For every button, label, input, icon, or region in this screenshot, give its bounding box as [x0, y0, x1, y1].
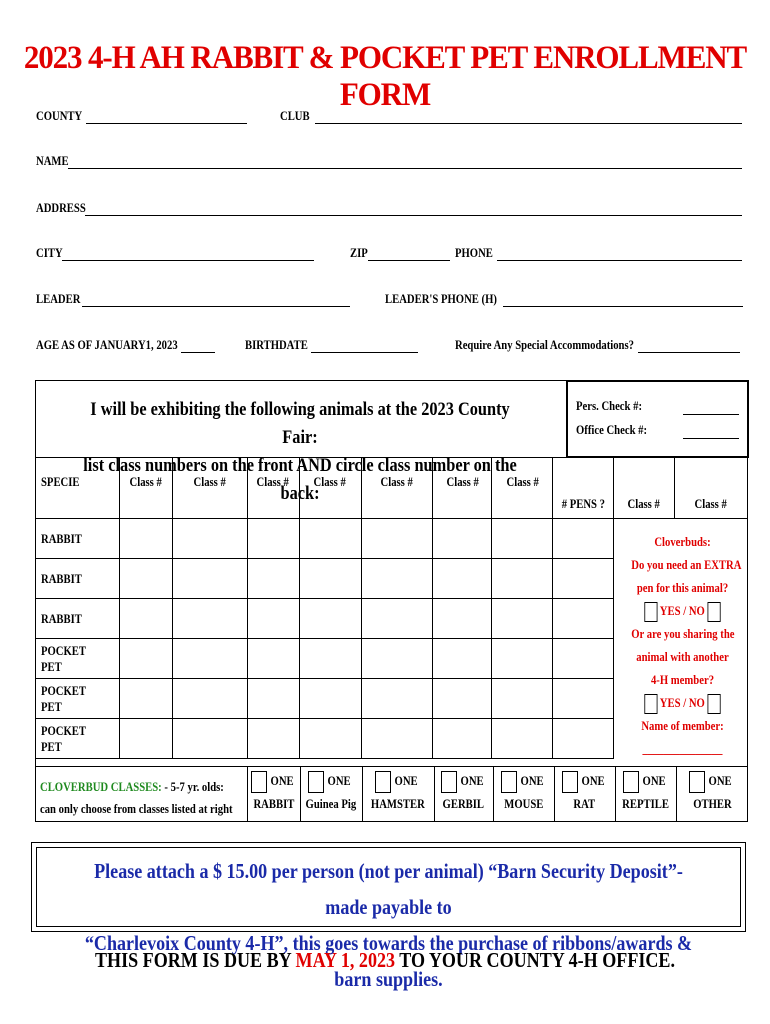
divider [247, 766, 248, 822]
cloverbuds-q2a: Or are you sharing the [631, 626, 735, 642]
cloverbud-classes-label: CLOVERBUD CLASSES: - 5-7 yr. olds: can only choose from classes listed at right [40, 779, 233, 816]
class-cell[interactable] [172, 639, 247, 679]
class-cell[interactable] [433, 639, 492, 679]
county-field[interactable] [86, 123, 247, 124]
class-cell[interactable] [361, 719, 433, 759]
cloverbud-option-mouse[interactable]: ONE MOUSE [493, 770, 554, 815]
class-cell[interactable] [119, 599, 172, 639]
class-header: Class # [172, 458, 247, 519]
phone-label: PHONE [455, 245, 493, 260]
divider [434, 766, 435, 822]
class-header: Class # [361, 458, 433, 519]
class-header: Class # [247, 458, 299, 519]
intro-line-1: I will be exhibiting the following animals at the 2023 County Fair: [90, 399, 510, 448]
accommodations-label: Require Any Special Accommodations? [455, 337, 634, 352]
divider [676, 766, 677, 822]
pens-cell[interactable] [553, 559, 614, 599]
class-cell[interactable] [433, 719, 492, 759]
leader-label: LEADER [36, 291, 81, 306]
cloverbud-classes-row [35, 766, 748, 822]
pens-header: # PENS ? [553, 458, 614, 519]
club-label: CLUB [280, 108, 310, 123]
class-cell[interactable] [119, 519, 172, 559]
class-cell[interactable] [299, 519, 361, 559]
notice-line-2: “Charlevoix County 4-H”, this goes towards the purchase of ribbons/awards & barn supplies. [84, 931, 693, 991]
row-label: RABBIT [36, 559, 120, 599]
divider [493, 766, 494, 822]
divider [554, 766, 555, 822]
class-cell[interactable] [119, 559, 172, 599]
birthdate-field[interactable] [311, 352, 418, 353]
yes-no-label: YES / NO [659, 603, 705, 618]
pens-cell[interactable] [553, 679, 614, 719]
row-label: POCKET PET [36, 719, 120, 759]
class-cell[interactable] [492, 599, 553, 639]
class-cell[interactable] [361, 679, 433, 719]
class-cell[interactable] [433, 679, 492, 719]
due-date-text: THIS FORM IS DUE BY MAY 1, 2023 TO YOUR COUNTY 4-H OFFICE. [94, 948, 675, 972]
class-cell[interactable] [361, 599, 433, 639]
class-cell[interactable] [172, 519, 247, 559]
class-cell[interactable] [361, 639, 433, 679]
cloverbuds-q1b: pen for this animal? [636, 580, 729, 595]
cloverbud-option-rabbit[interactable]: ONE RABBIT [247, 770, 300, 815]
yes-checkbox[interactable] [644, 694, 657, 714]
leader-phone-label: LEADER'S PHONE (H) [385, 291, 497, 306]
divider [362, 766, 363, 822]
county-label: COUNTY [36, 108, 83, 123]
cloverbud-option-other[interactable]: ONE OTHER [676, 770, 748, 815]
zip-label: ZIP [350, 245, 368, 260]
specie-header: SPECIE [36, 458, 120, 519]
leader-field[interactable] [82, 306, 350, 307]
class-cell[interactable] [433, 559, 492, 599]
accommodations-field[interactable] [638, 352, 740, 353]
class-header: Class # [433, 458, 492, 519]
divider [35, 766, 748, 767]
member-field[interactable]: _______________ [642, 741, 723, 757]
class-cell[interactable] [247, 599, 299, 639]
check-box [566, 380, 749, 458]
class-header: Class # [675, 458, 748, 519]
class-header: Class # [299, 458, 361, 519]
class-cell[interactable] [119, 719, 172, 759]
class-cell[interactable] [492, 519, 553, 559]
pers-check-field[interactable] [683, 414, 739, 415]
class-cell[interactable] [119, 679, 172, 719]
row-label: RABBIT [36, 599, 120, 639]
pers-check-label: Pers. Check #: [576, 398, 643, 413]
class-cell[interactable] [119, 639, 172, 679]
address-label: ADDRESS [36, 200, 86, 215]
class-cell[interactable] [433, 519, 492, 559]
class-cell[interactable] [247, 679, 299, 719]
class-header: Class # [492, 458, 553, 519]
row-label: RABBIT [36, 519, 120, 559]
due-date: MAY 1, 2023 [295, 948, 396, 972]
class-cell[interactable] [299, 719, 361, 759]
class-header: Class # [119, 458, 172, 519]
pens-cell[interactable] [553, 519, 614, 559]
class-cell[interactable] [247, 519, 299, 559]
cloverbuds-title: Cloverbuds: [654, 534, 711, 549]
class-cell[interactable] [492, 639, 553, 679]
pens-cell[interactable] [553, 639, 614, 679]
class-cell[interactable] [172, 719, 247, 759]
office-check-label: Office Check #: [576, 422, 648, 437]
class-cell[interactable] [299, 679, 361, 719]
yes-checkbox[interactable] [644, 602, 657, 622]
age-label: AGE AS OF JANUARY1, 2023 [36, 337, 178, 352]
cloverbuds-panel [620, 530, 745, 760]
club-field[interactable] [315, 123, 742, 124]
class-cell[interactable] [492, 719, 553, 759]
pens-cell[interactable] [553, 719, 614, 759]
class-cell[interactable] [433, 599, 492, 639]
no-checkbox[interactable] [707, 602, 720, 622]
leader-phone-field[interactable] [503, 306, 743, 307]
cloverbuds-q2b: animal with another [636, 649, 729, 665]
class-cell[interactable] [299, 559, 361, 599]
class-cell[interactable] [492, 679, 553, 719]
class-cell[interactable] [299, 599, 361, 639]
form-title: 2023 4-H AH RABBIT & POCKET PET ENROLLMENT FORM [23, 40, 747, 113]
divider [300, 766, 301, 822]
cloverbud-option-rat[interactable]: ONE RAT [554, 770, 615, 815]
class-cell[interactable] [299, 639, 361, 679]
class-cell[interactable] [361, 519, 433, 559]
row-label: POCKET PET [36, 639, 120, 679]
city-label: CITY [36, 245, 63, 260]
class-cell[interactable] [247, 559, 299, 599]
class-cell[interactable] [247, 639, 299, 679]
cloverbud-option-reptile[interactable]: ONE REPTILE [622, 773, 669, 812]
class-cell[interactable] [172, 599, 247, 639]
cloverbud-option-gerbil[interactable]: ONE GERBIL [442, 773, 485, 812]
notice-line-1: Please attach a $ 15.00 per person (not per animal) “Barn Security Deposit”- made payable to [94, 859, 683, 919]
intro-line-2: list class numbers on the front AND circle class number on the back: [83, 455, 517, 504]
class-cell[interactable] [247, 719, 299, 759]
cloverbud-option-hamster[interactable]: ONE HAMSTER [371, 773, 425, 812]
class-cell[interactable] [172, 559, 247, 599]
no-checkbox[interactable] [707, 694, 720, 714]
office-check-field[interactable] [683, 438, 739, 439]
yes-no-label: YES / NO [659, 695, 705, 711]
member-label: Name of member: [641, 718, 724, 734]
row-label: POCKET PET [36, 679, 120, 719]
pens-cell[interactable] [553, 599, 614, 639]
class-cell[interactable] [361, 559, 433, 599]
phone-field[interactable] [497, 260, 742, 261]
name-label: NAME [36, 153, 69, 168]
name-field[interactable] [68, 168, 742, 169]
address-field[interactable] [85, 215, 742, 216]
cloverbuds-q2c: 4-H member? [650, 672, 715, 688]
class-cell[interactable] [492, 559, 553, 599]
cloverbud-option-guinea-pig[interactable]: ONE Guinea Pig [305, 773, 357, 812]
cloverbuds-q1a: Do you need an EXTRA [631, 557, 742, 572]
class-cell[interactable] [172, 679, 247, 719]
divider [615, 766, 616, 822]
zip-field[interactable] [368, 260, 450, 261]
age-field[interactable] [181, 352, 215, 353]
birthdate-label: BIRTHDATE [245, 337, 308, 352]
city-field[interactable] [62, 260, 314, 261]
class-header: Class # [614, 458, 675, 519]
